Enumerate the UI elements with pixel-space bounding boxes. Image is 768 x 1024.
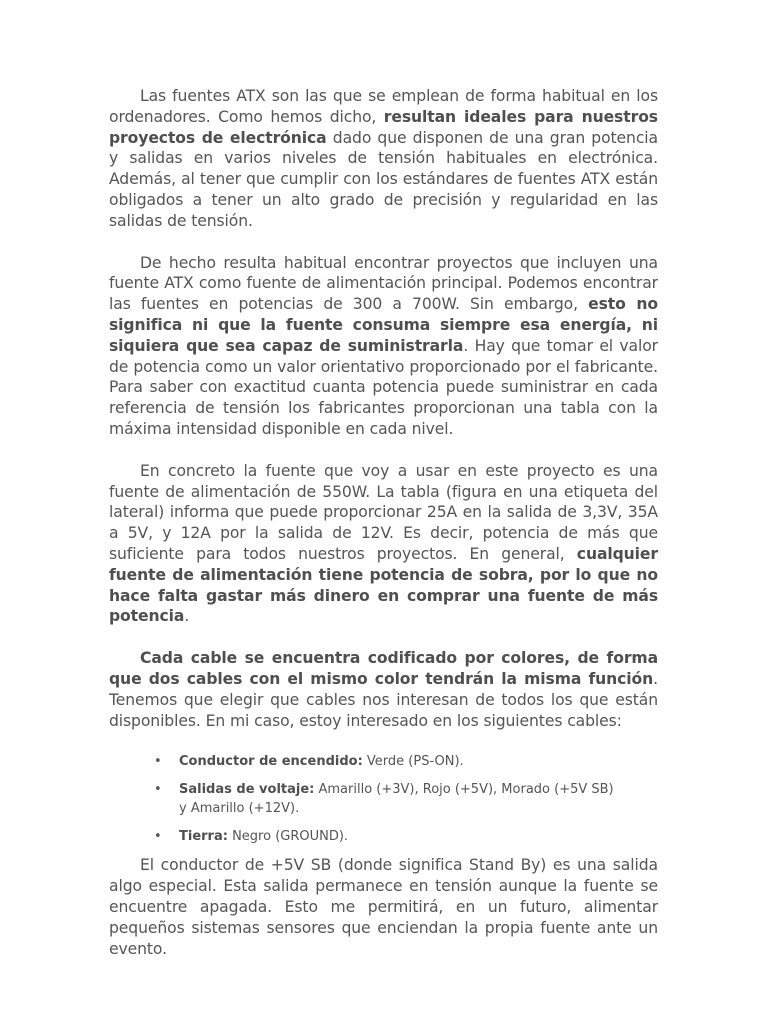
list-item-text: Negro (GROUND). bbox=[227, 829, 349, 845]
paragraph-text: Las fuentes ATX son las que se emplean de forma habitual en los ordenadores. Como hemos dicho, bbox=[109, 87, 658, 126]
list-item-text: Amarillo (+3V), Rojo (+5V), Morado (+5V SB) y Amarillo (+12V). bbox=[179, 782, 614, 817]
bullet-icon: • bbox=[154, 754, 162, 770]
cable-list bbox=[109, 752, 658, 846]
list-item bbox=[109, 827, 658, 846]
paragraph-text: . Tenemos que elegir que cables nos interesan de todos los que están disponibles. En mi caso, estoy interesado en los siguientes cables: bbox=[109, 669, 658, 730]
list-item bbox=[109, 752, 658, 771]
emphasis-text: resultan ideales para nuestros proyectos de electrónica bbox=[109, 107, 658, 147]
list-item bbox=[109, 780, 658, 818]
paragraph-550w-supply bbox=[109, 461, 658, 627]
paragraph-text: dado que disponen de una gran potencia y salidas en varios niveles de tensión habituales en electrónica. Además, al tener que cumplir con los estándares de fuentes ATX están obligados a tener un alto grado de precisión y regularidad en las salidas de tensión. bbox=[109, 128, 658, 230]
bullet-icon: • bbox=[154, 782, 162, 798]
list-item-label: Tierra: bbox=[179, 829, 228, 845]
document-page bbox=[109, 86, 658, 959]
paragraph-text: De hecho resulta habitual encontrar proyectos que incluyen una fuente ATX como fuente de alimentación principal. Podemos encontrar las fuentes en potencias de 300 a 700W. Sin embargo, bbox=[109, 253, 658, 314]
list-item-text: Verde (PS-ON). bbox=[362, 754, 464, 770]
paragraph-text: El conductor de +5V SB (donde significa Stand By) es una salida algo especial. Esta salida permanece en tensión aunque la fuente se encuentre apagada. Esto me permitirá, en un futuro, alimentar pequeños sistemas sensores que enciendan la propia fuente ante un evento. bbox=[109, 856, 658, 958]
emphasis-text: Cada cable se encuentra codificado por colores, de forma que dos cables con el mismo color tendrán la misma función bbox=[109, 649, 658, 688]
list-item-label: Salidas de voltaje: bbox=[179, 782, 315, 798]
list-item-label: Conductor de encendido: bbox=[179, 754, 363, 770]
paragraph-cable-colors bbox=[109, 648, 658, 731]
paragraph-power-ratings bbox=[109, 253, 658, 440]
paragraph-text: . bbox=[184, 607, 190, 626]
bullet-icon: • bbox=[154, 829, 162, 845]
paragraph-text: . Hay que tomar el valor de potencia como un valor orientativo proporcionado por el fabricante. Para saber con exactitud cuanta potencia puede suministrar en cada referencia de tensión los fabricantes proporcionan una tabla con la máxima intensidad disponible en cada nivel. bbox=[109, 336, 658, 438]
paragraph-standby bbox=[109, 855, 658, 959]
emphasis-text: cualquier fuente de alimentación tiene potencia de sobra, por lo que no hace falta gastar más dinero en comprar una fuente de más potencia bbox=[109, 544, 658, 626]
paragraph-text: En concreto la fuente que voy a usar en este proyecto es una fuente de alimentación de 550W. La tabla (figura en una etiqueta del lateral) informa que puede proporcionar 25A en la salida de 3,3V, 35A a 5V, y 12A por la salida de 12V. Es decir, potencia de más que suficiente para todos nuestros proyectos. En general, bbox=[109, 461, 658, 563]
emphasis-text: esto no significa ni que la fuente consuma siempre esa energía, ni siquiera que sea capaz de suministrarla bbox=[109, 295, 658, 355]
paragraph-atx-intro bbox=[109, 86, 658, 232]
